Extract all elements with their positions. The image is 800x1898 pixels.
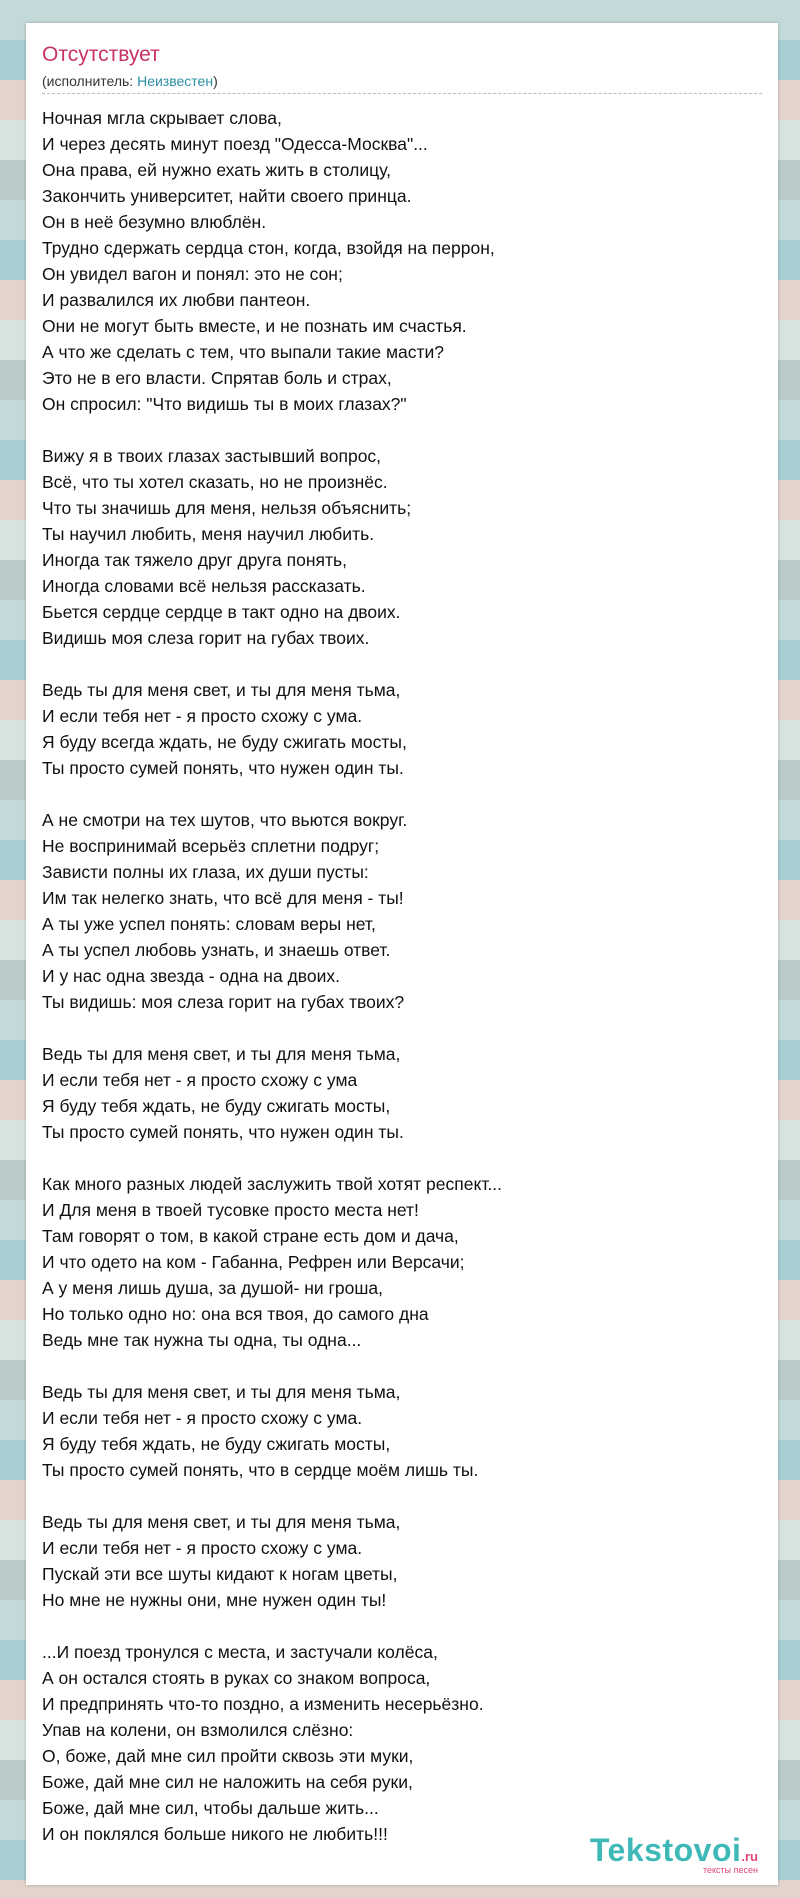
lyric-line: И Для меня в твоей тусовке просто места нет! <box>42 1200 419 1220</box>
lyric-line: О, боже, дай мне сил пройти сквозь эти муки, <box>42 1746 414 1766</box>
lyric-line: Упав на колени, он взмолился слёзно: <box>42 1720 354 1740</box>
lyric-line: И он поклялся больше никого не любить!!! <box>42 1824 388 1844</box>
lyric-line: ...И поезд тронулся с места, и застучали колёса, <box>42 1642 438 1662</box>
lyric-line: Видишь моя слеза горит на губах твоих. <box>42 628 370 648</box>
lyric-line: Ведь ты для меня свет, и ты для меня тьма, <box>42 1044 401 1064</box>
lyric-line: Но только одно но: она вся твоя, до самого дна <box>42 1304 429 1324</box>
lyric-line: Они не могут быть вместе, и не познать им счастья. <box>42 316 467 336</box>
lyric-line: Но мне не нужны они, мне нужен один ты! <box>42 1590 387 1610</box>
stanza <box>42 1041 762 1145</box>
lyric-line: Ночная мгла скрывает слова, <box>42 108 282 128</box>
performer-line <box>42 73 218 89</box>
lyric-line: Всё, что ты хотел сказать, но не произнёс. <box>42 472 388 492</box>
lyric-line: А ты уже успел понять: словам веры нет, <box>42 914 376 934</box>
lyric-line: Ты научил любить, меня научил любить. <box>42 524 375 544</box>
lyric-line: А что же сделать с тем, что выпали такие масти? <box>42 342 445 362</box>
lyric-line: А не смотри на тех шутов, что вьются вокруг. <box>42 810 408 830</box>
lyric-line: Бьется сердце сердце в такт одно на двоих. <box>42 602 401 622</box>
lyrics-card <box>26 23 778 1885</box>
stanza <box>42 105 762 417</box>
stanza <box>42 1639 762 1847</box>
lyric-line: И через десять минут поезд "Одесса-Москва"... <box>42 134 428 154</box>
lyric-line: Ты просто сумей понять, что нужен один ты. <box>42 758 404 778</box>
stanza <box>42 443 762 651</box>
stanza <box>42 1509 762 1613</box>
lyric-line: Боже, дай мне сил не наложить на себя руки, <box>42 1772 413 1792</box>
song-title: Отсутствует <box>42 43 160 66</box>
lyric-line: Иногда словами всё нельзя рассказать. <box>42 576 366 596</box>
lyric-line: И если тебя нет - я просто схожу с ума <box>42 1070 358 1090</box>
lyric-line: Это не в его власти. Спрятав боль и страх, <box>42 368 392 388</box>
performer-suffix: ) <box>213 73 218 89</box>
lyric-line: Ведь ты для меня свет, и ты для меня тьма, <box>42 680 401 700</box>
performer-link[interactable]: Неизвестен <box>137 73 214 89</box>
lyric-line: Что ты значишь для меня, нельзя объяснить; <box>42 498 412 518</box>
lyric-line: Ведь ты для меня свет, и ты для меня тьма, <box>42 1382 401 1402</box>
lyric-line: Трудно сдержать сердца стон, когда, взойдя на перрон, <box>42 238 495 258</box>
lyric-line: Не воспринимай всерьёз сплетни подруг; <box>42 836 380 856</box>
lyric-line: Им так нелегко знать, что всё для меня - ты! <box>42 888 404 908</box>
lyric-line: И развалился их любви пантеон. <box>42 290 311 310</box>
lyric-line: А у меня лишь душа, за душой- ни гроша, <box>42 1278 383 1298</box>
lyric-line: И если тебя нет - я просто схожу с ума. <box>42 1408 363 1428</box>
stanza <box>42 1379 762 1483</box>
stanza <box>42 677 762 781</box>
lyric-line: Он увидел вагон и понял: это не сон; <box>42 264 343 284</box>
lyric-line: Я буду всегда ждать, не буду сжигать мосты, <box>42 732 407 752</box>
lyric-line: Иногда так тяжело друг друга понять, <box>42 550 347 570</box>
performer-prefix: (исполнитель: <box>42 73 138 89</box>
lyric-line: Я буду тебя ждать, не буду сжигать мосты, <box>42 1096 391 1116</box>
lyric-line: Как много разных людей заслужить твой хотят респект... <box>42 1174 502 1194</box>
lyric-line: И если тебя нет - я просто схожу с ума. <box>42 1538 363 1558</box>
title-divider <box>42 93 762 94</box>
lyric-line: Он в неё безумно влюблён. <box>42 212 267 232</box>
lyric-line: А он остался стоять в руках со знаком вопроса, <box>42 1668 431 1688</box>
lyric-line: Ведь ты для меня свет, и ты для меня тьма, <box>42 1512 401 1532</box>
lyric-line: И предпринять что-то поздно, а изменить несерьёзно. <box>42 1694 484 1714</box>
lyric-line: Ведь мне так нужна ты одна, ты одна... <box>42 1330 362 1350</box>
logo-tld: .ru <box>741 1849 758 1864</box>
lyric-line: И у нас одна звезда - одна на двоих. <box>42 966 340 986</box>
site-logo[interactable] <box>590 1832 758 1875</box>
lyric-line: Вижу я в твоих глазах застывший вопрос, <box>42 446 382 466</box>
lyric-line: Пускай эти все шуты кидают к ногам цветы, <box>42 1564 398 1584</box>
lyric-line: А ты успел любовь узнать, и знаешь ответ. <box>42 940 391 960</box>
lyric-line: Ты просто сумей понять, что нужен один ты. <box>42 1122 404 1142</box>
lyric-line: И если тебя нет - я просто схожу с ума. <box>42 706 363 726</box>
stanza <box>42 1171 762 1353</box>
logo-tagline: тексты песен <box>702 1865 758 1875</box>
lyric-line: Там говорят о том, в какой стране есть дом и дача, <box>42 1226 459 1246</box>
lyric-line: И что одето на ком - Габанна, Рефрен или Версачи; <box>42 1252 465 1272</box>
lyric-line: Закончить университет, найти своего принца. <box>42 186 412 206</box>
lyric-line: Зависти полны их глаза, их души пусты: <box>42 862 369 882</box>
lyric-line: Боже, дай мне сил, чтобы дальше жить... <box>42 1798 379 1818</box>
lyric-line: Он спросил: "Что видишь ты в моих глазах?" <box>42 394 407 414</box>
lyrics-text <box>42 105 762 1873</box>
logo-wordmark: Tekstovoi <box>589 1832 742 1868</box>
lyric-line: Я буду тебя ждать, не буду сжигать мосты, <box>42 1434 391 1454</box>
lyric-line: Она права, ей нужно ехать жить в столицу, <box>42 160 391 180</box>
stanza <box>42 807 762 1015</box>
lyric-line: Ты видишь: моя слеза горит на губах твоих? <box>42 992 405 1012</box>
lyric-line: Ты просто сумей понять, что в сердце моём лишь ты. <box>42 1460 479 1480</box>
